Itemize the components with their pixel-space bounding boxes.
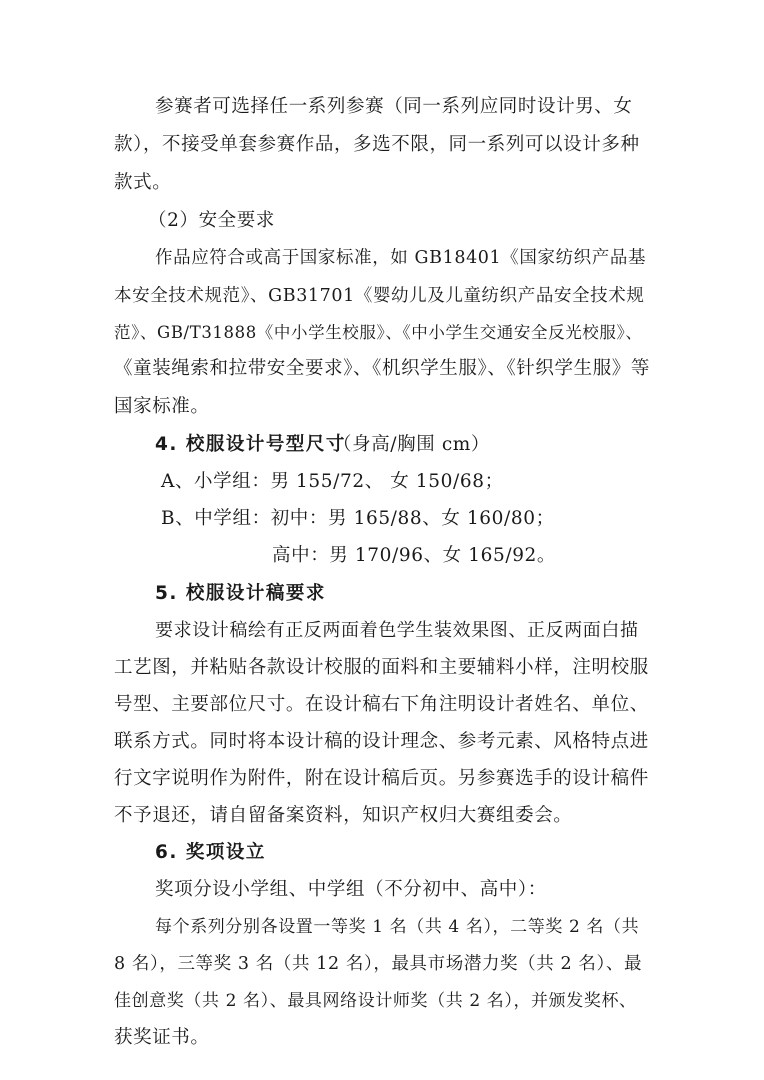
subsection-heading: （2）安全要求 xyxy=(148,210,275,231)
section-heading: 6. 奖项设立 xyxy=(155,842,266,863)
text-line: 范》、GB/T31888《中小学生校服》、《中小学生交通安全反光校服》、 xyxy=(114,323,643,342)
text-line: B、中学组：初中：男 165/88、女 160/80； xyxy=(161,508,555,529)
text-line: 款式。 xyxy=(114,172,172,193)
section-heading-note: （身高/胸围 cm） xyxy=(333,434,491,455)
text-line: 不予退还，请自留备案资料，知识产权归大赛组委会。 xyxy=(114,805,573,826)
text-line: 国家标准。 xyxy=(114,396,210,417)
text-line: 号型、主要部位尺寸。在设计稿右下角注明设计者姓名、单位、 xyxy=(114,694,649,715)
text-line: 8 名），三等奖 3 名（共 12 名），最具市场潜力奖（共 2 名）、最 xyxy=(114,954,643,974)
text-line: 联系方式。同时将本设计稿的设计理念、参考元素、风格特点进 xyxy=(114,731,649,752)
text-line: 奖项分设小学组、中学组（不分初中、高中）： xyxy=(155,879,547,900)
text-line: A、小学组：男 155/72、 女 150/68； xyxy=(161,471,504,492)
text-line: 要求设计稿绘有正反两面着色学生装效果图、正反两面白描 xyxy=(155,620,639,641)
text-line: 高中：男 170/96、女 165/92。 xyxy=(272,545,557,566)
text-line: 本安全技术规范》、GB31701《婴幼儿及儿童纺织产品安全技术规 xyxy=(114,286,645,306)
text-line: 参赛者可选择任一系列参赛（同一系列应同时设计男、女 xyxy=(155,96,633,117)
section-heading: 5. 校服设计稿要求 xyxy=(155,583,326,604)
text-line: 《童装绳索和拉带安全要求》、《机织学生服》、《针织学生服》等 xyxy=(114,358,651,379)
text-line: 每个系列分别各设置一等奖 1 名（共 4 名），二等奖 2 名（共 xyxy=(155,917,640,937)
text-line: 作品应符合或高于国家标准，如 GB18401《国家纺织产品基 xyxy=(155,248,647,268)
text-line: 行文字说明作为附件，附在设计稿后页。另参赛选手的设计稿件 xyxy=(114,768,649,789)
text-line: 款），不接受单套参赛作品，多选不限，同一系列可以设计多种 xyxy=(114,134,640,155)
text-line: 工艺图，并粘贴各款设计校服的面料和主要辅料小样，注明校服 xyxy=(114,657,649,678)
text-line: 佳创意奖（共 2 名）、最具网络设计师奖（共 2 名），并颁发奖杯、 xyxy=(114,991,637,1011)
text-line: 获奖证书。 xyxy=(114,1027,210,1048)
section-heading: 4. 校服设计号型尺寸 xyxy=(155,434,346,455)
